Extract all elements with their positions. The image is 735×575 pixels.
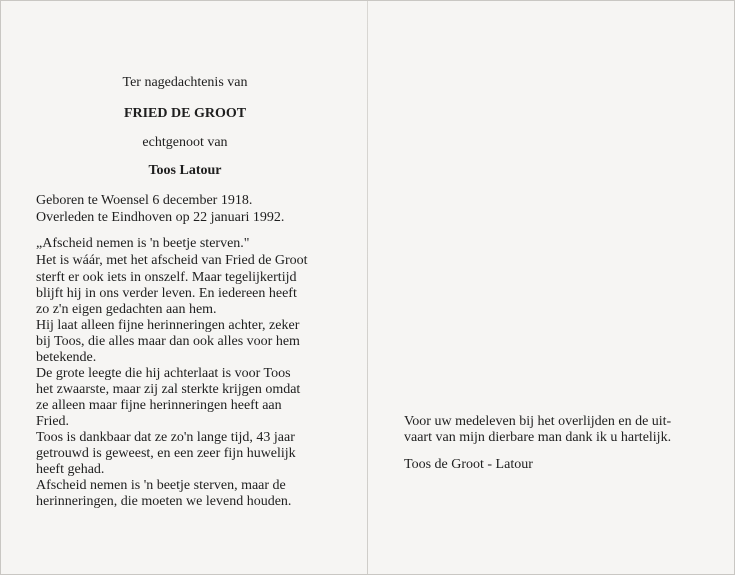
text-line: sterft er ook iets in onszelf. Maar tegelijkertijd	[36, 270, 297, 285]
text-line: betekende.	[36, 350, 97, 365]
spouse-name: Toos Latour	[148, 163, 222, 178]
text-line: De grote leegte die hij achterlaat is voor Toos	[36, 366, 291, 381]
thanks-line: Voor uw medeleven bij het overlijden en de uit-	[404, 414, 672, 429]
text-line: het zwaarste, maar zij zal sterkte krijgen omdat	[36, 382, 301, 397]
text-line: Afscheid nemen is 'n beetje sterven, maar de	[36, 478, 286, 493]
text-line: bij Toos, die alles maar dan ook alles voor hem	[36, 334, 300, 349]
text-line: Fried.	[36, 414, 70, 429]
relation-text: echtgenoot van	[142, 135, 228, 150]
thanks-line: vaart van mijn dierbare man dank ik u hartelijk.	[404, 430, 672, 445]
text-line: Hij laat alleen fijne herinneringen achter, zeker	[36, 318, 300, 333]
birth-line: Geboren te Woensel 6 december 1918.	[36, 193, 253, 208]
death-line: Overleden te Eindhoven op 22 januari 1992.	[36, 210, 285, 225]
text-line: herinneringen, die moeten we levend houden.	[36, 494, 292, 509]
text-line: getrouwd is geweest, en een zeer fijn huwelijk	[36, 446, 296, 461]
deceased-name: FRIED DE GROOT	[123, 106, 247, 121]
signature: Toos de Groot - Latour	[404, 457, 533, 472]
text-line: heeft gehad.	[36, 462, 105, 477]
text-line: „Afscheid nemen is 'n beetje sterven."	[36, 236, 250, 251]
text-line: Toos is dankbaar dat ze zo'n lange tijd, 43 jaar	[36, 430, 295, 445]
text-line: ze alleen maar fijne herinneringen heeft aan	[36, 398, 282, 413]
text-line: blijft hij in ons verder leven. En iedereen heeft	[36, 286, 297, 301]
text-line: Het is wáár, met het afscheid van Fried de Groot	[36, 253, 308, 268]
text-line: zo z'n eigen gedachten aan hem.	[36, 302, 217, 317]
intro-text: Ter nagedachtenis van	[122, 75, 248, 90]
card-fold	[367, 1, 368, 574]
